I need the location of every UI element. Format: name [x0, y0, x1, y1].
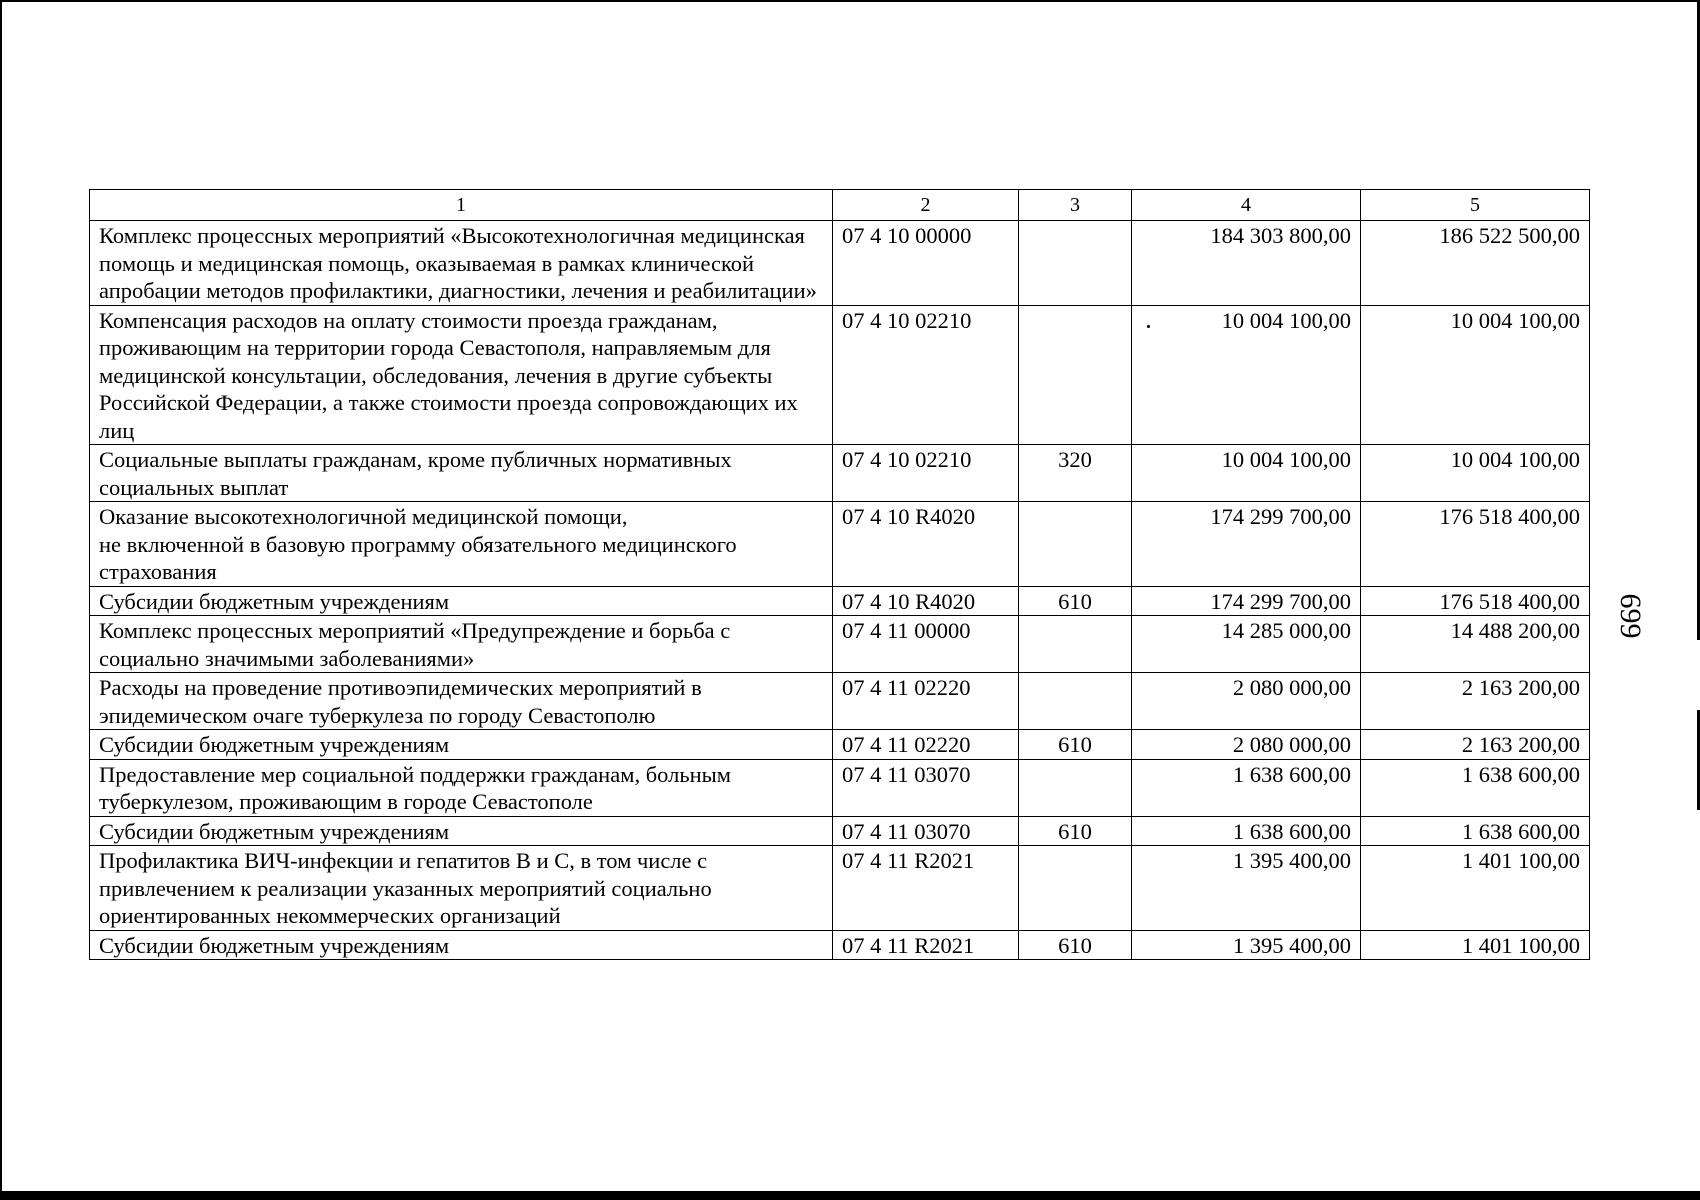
row-type-cell — [1019, 673, 1132, 730]
table-row — [90, 673, 1590, 730]
row-code-cell: 07 4 11 00000 — [833, 616, 1019, 673]
row-type-cell: 610 — [1019, 586, 1132, 616]
row-name-cell: Субсидии бюджетным учреждениям — [90, 930, 833, 960]
budget-table — [89, 189, 1590, 960]
row-amount-4-cell: 1 638 600,00 — [1132, 759, 1361, 816]
row-amount-4-cell: 2 080 000,00 — [1132, 730, 1361, 760]
table-row — [90, 816, 1590, 846]
row-amount-5-cell: 14 488 200,00 — [1361, 616, 1590, 673]
header-cell-1: 1 — [90, 190, 833, 221]
row-code-cell: 07 4 10 02210 — [833, 305, 1019, 445]
table-row — [90, 616, 1590, 673]
row-type-cell — [1019, 305, 1132, 445]
row-name-cell: Субсидии бюджетным учреждениям — [90, 816, 833, 846]
row-code-cell: 07 4 10 R4020 — [833, 502, 1019, 587]
row-amount-5-cell: 1 401 100,00 — [1361, 930, 1590, 960]
row-code-cell: 07 4 11 03070 — [833, 816, 1019, 846]
row-name-cell: Компенсация расходов на оплату стоимости проезда гражданам, проживающим на территории города Севастополя, направляемым для медицинской консультации, обследования, лечения в другие субъекты Российской Федерации, а также стоимости проезда сопровождающих их лиц — [90, 305, 833, 445]
row-amount-5-cell: 10 004 100,00 — [1361, 445, 1590, 502]
row-amount-4-cell: 1 638 600,00 — [1132, 816, 1361, 846]
row-amount-5-cell: 186 522 500,00 — [1361, 221, 1590, 306]
header-row — [90, 190, 1590, 221]
table-row — [90, 445, 1590, 502]
row-amount-4-cell: 184 303 800,00 — [1132, 221, 1361, 306]
row-type-cell — [1019, 846, 1132, 931]
row-code-cell: 07 4 10 R4020 — [833, 586, 1019, 616]
row-amount-5-cell: 1 401 100,00 — [1361, 846, 1590, 931]
row-code-cell: 07 4 11 02220 — [833, 673, 1019, 730]
table-body — [90, 221, 1590, 960]
header-cell-3: 3 — [1019, 190, 1132, 221]
row-code-cell: 07 4 11 03070 — [833, 759, 1019, 816]
row-code-cell: 07 4 11 R2021 — [833, 930, 1019, 960]
row-name-cell: Оказание высокотехнологичной медицинской помощи, не включенной в базовую программу обязательного медицинского страхования — [90, 502, 833, 587]
row-amount-5-cell: 1 638 600,00 — [1361, 816, 1590, 846]
row-type-cell — [1019, 221, 1132, 306]
row-code-cell: 07 4 10 00000 — [833, 221, 1019, 306]
table-row — [90, 502, 1590, 587]
row-type-cell: 610 — [1019, 816, 1132, 846]
header-cell-2: 2 — [833, 190, 1019, 221]
row-type-cell — [1019, 502, 1132, 587]
row-type-cell: 610 — [1019, 730, 1132, 760]
row-name-cell: Предоставление мер социальной поддержки гражданам, больным туберкулезом, проживающим в городе Севастополе — [90, 759, 833, 816]
table-row — [90, 305, 1590, 445]
row-amount-4-cell: 10 004 100,00 — [1132, 305, 1361, 445]
row-amount-4-cell: 14 285 000,00 — [1132, 616, 1361, 673]
row-name-cell: Субсидии бюджетным учреждениям — [90, 730, 833, 760]
row-amount-4-cell: 174 299 700,00 — [1132, 586, 1361, 616]
row-amount-4-cell: 2 080 000,00 — [1132, 673, 1361, 730]
row-amount-4-cell: 10 004 100,00 — [1132, 445, 1361, 502]
row-amount-5-cell: 2 163 200,00 — [1361, 673, 1590, 730]
table-row — [90, 586, 1590, 616]
row-name-cell: Комплекс процессных мероприятий «Предупреждение и борьба с социально значимыми заболеваниями» — [90, 616, 833, 673]
row-amount-5-cell: 2 163 200,00 — [1361, 730, 1590, 760]
row-name-cell: Профилактика ВИЧ-инфекции и гепатитов В и С, в том числе с привлечением к реализации указанных мероприятий социально ориентированных некоммерческих организаций — [90, 846, 833, 931]
header-cell-5: 5 — [1361, 190, 1590, 221]
row-type-cell: 610 — [1019, 930, 1132, 960]
table-row — [90, 846, 1590, 931]
row-amount-5-cell: 176 518 400,00 — [1361, 502, 1590, 587]
row-type-cell: 320 — [1019, 445, 1132, 502]
table-row — [90, 930, 1590, 960]
row-amount-4-cell: 1 395 400,00 — [1132, 846, 1361, 931]
row-amount-5-cell: 176 518 400,00 — [1361, 586, 1590, 616]
row-amount-4-cell: 1 395 400,00 — [1132, 930, 1361, 960]
table-row — [90, 221, 1590, 306]
row-amount-4-cell: 174 299 700,00 — [1132, 502, 1361, 587]
row-code-cell: 07 4 10 02210 — [833, 445, 1019, 502]
header-cell-4: 4 — [1132, 190, 1361, 221]
row-type-cell — [1019, 616, 1132, 673]
row-amount-5-cell: 1 638 600,00 — [1361, 759, 1590, 816]
row-amount-5-cell: 10 004 100,00 — [1361, 305, 1590, 445]
row-name-cell: Субсидии бюджетным учреждениям — [90, 586, 833, 616]
table-row — [90, 759, 1590, 816]
page-number: 699 — [1614, 593, 1647, 639]
table-row — [90, 730, 1590, 760]
row-code-cell: 07 4 11 R2021 — [833, 846, 1019, 931]
row-code-cell: 07 4 11 02220 — [833, 730, 1019, 760]
row-name-cell: Социальные выплаты гражданам, кроме публичных нормативных социальных выплат — [90, 445, 833, 502]
row-type-cell — [1019, 759, 1132, 816]
row-name-cell: Расходы на проведение противоэпидемических мероприятий в эпидемическом очаге туберкулеза по городу Севастополю — [90, 673, 833, 730]
row-name-cell: Комплекс процессных мероприятий «Высокотехнологичная медицинская помощь и медицинская помощь, оказываемая в рамках клинической апробации методов профилактики, диагностики, лечения и реабилитации» — [90, 221, 833, 306]
